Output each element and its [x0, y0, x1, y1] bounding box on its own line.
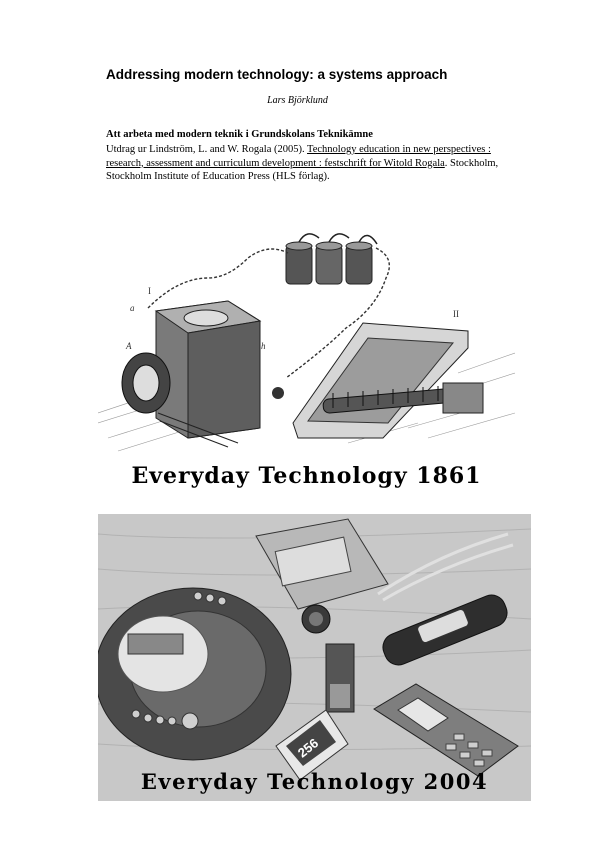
author-name: Lars Björklund — [267, 95, 328, 106]
citation-link[interactable]: Technology education in new perspectives : research, assessment and curriculum development : festschrift for Witold Rogala — [106, 144, 491, 169]
figure-1861 — [98, 223, 515, 495]
figure-2004-caption: Everyday Technology 2004 — [140, 769, 489, 794]
memory-card-label: 256 — [294, 735, 322, 761]
engraving-illustration — [98, 223, 515, 495]
label-a-lower: a — [130, 303, 135, 313]
citation-prefix: Utdrag ur Lindström, L. and W. Rogala (2005). — [106, 144, 308, 155]
telegraph-box — [122, 301, 260, 447]
devices-photo — [98, 514, 531, 801]
label-h: h — [261, 341, 266, 351]
trough-apparatus — [293, 323, 483, 438]
label-a-upper: A — [126, 341, 132, 351]
citation-suffix: . Stockholm, Stockholm Institute of Education Press (HLS förlag). — [106, 157, 499, 182]
document-title: Addressing modern technology: a systems approach — [106, 67, 448, 82]
memory-card-sd — [326, 644, 354, 712]
figure-1861-caption: Everyday Technology 1861 — [131, 463, 482, 489]
cd-player — [98, 588, 291, 760]
subheading: Att arbeta med modern teknik i Grundskolans Teknikämne — [106, 129, 373, 140]
label-roman-2: II — [453, 309, 459, 319]
battery-jars — [286, 234, 377, 284]
citation-paragraph — [106, 143, 506, 184]
label-roman-1: I — [148, 286, 151, 296]
figure-2004 — [98, 514, 531, 801]
